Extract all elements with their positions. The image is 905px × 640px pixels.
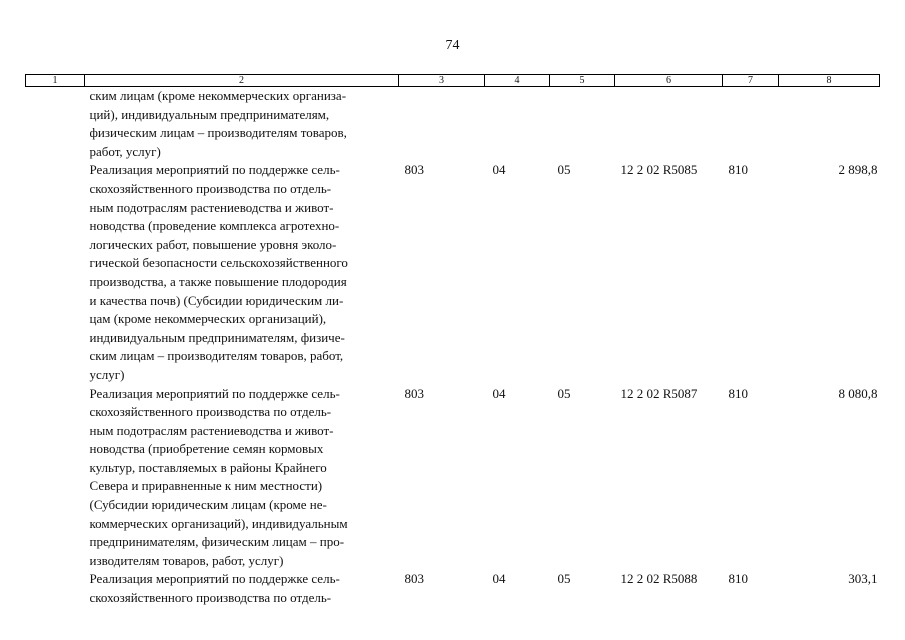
description-line: Реализация мероприятий по поддержке сель-: [89, 571, 340, 587]
header-col-1: 1: [26, 75, 85, 87]
description-line: предпринимателям, физическим лицам – про-: [89, 534, 345, 550]
header-col-2: 2: [85, 75, 399, 87]
subsection-code: 05: [557, 162, 571, 178]
description-line: ным подотраслям растениеводства и живот-: [89, 199, 334, 215]
amount: 2 898,8: [838, 162, 878, 178]
row-description: [26, 385, 399, 571]
header-col-8: 8: [779, 75, 880, 87]
amount: 8 080,8: [838, 385, 878, 401]
description-line: индивидуальным предпринимателям, физиче-: [89, 329, 345, 345]
section-code: 04: [492, 385, 506, 401]
header-col-6: 6: [615, 75, 723, 87]
header-row: [26, 75, 880, 87]
description-line: услуг): [89, 366, 125, 382]
amount: 303,1: [848, 571, 878, 587]
section-code: 04: [492, 571, 506, 587]
section-code: 04: [492, 162, 506, 178]
description-line: коммерческих организаций), индивидуальным: [89, 515, 348, 531]
description-line: гической безопасности сельскохозяйственного: [89, 255, 348, 271]
subsection-code: 05: [557, 385, 571, 401]
continuation-row: [26, 87, 880, 162]
subsection-code: 05: [557, 571, 571, 587]
description-line: новодства (проведение комплекса агротехно-: [89, 218, 340, 234]
header-col-5: 5: [550, 75, 615, 87]
target-article-code: 12 2 02 R5087: [620, 385, 698, 401]
description-line: Реализация мероприятий по поддержке сель-: [89, 385, 340, 401]
table-row: [26, 570, 880, 607]
ministry-code: 803: [404, 162, 424, 178]
description-line: скохозяйственного производства по отдель-: [89, 590, 332, 606]
description-line: новодства (приобретение семян кормовых: [89, 441, 324, 457]
header-col-3: 3: [399, 75, 485, 87]
description-line: физическим лицам – производителям товаров,: [89, 125, 347, 141]
description-line: скохозяйственного производства по отдель-: [89, 404, 332, 420]
page-number: 74: [445, 38, 460, 53]
description-line: ций), индивидуальным предпринимателям,: [89, 106, 330, 122]
table-row: [26, 385, 880, 571]
description-line: логических работ, повышение уровня эколо-: [89, 236, 337, 252]
description-line: скохозяйственного производства по отдель-: [89, 180, 332, 196]
ministry-code: 803: [404, 571, 424, 587]
row-description: [26, 570, 399, 607]
target-article-code: 12 2 02 R5085: [620, 162, 698, 178]
description-line: работ, услуг): [89, 143, 161, 159]
header-col-4: 4: [485, 75, 550, 87]
description-line: культур, поставляемых в районы Крайнего: [89, 459, 327, 475]
budget-table: [25, 74, 880, 608]
description-line: изводителям товаров, работ, услуг): [89, 552, 284, 568]
description-line: ским лицам (кроме некоммерческих организа-: [89, 88, 347, 103]
description-line: Севера и приравненные к ним местности): [89, 478, 323, 494]
description-line: ским лицам – производителям товаров, работ,: [89, 348, 344, 364]
expense-type-code: 810: [728, 162, 748, 178]
table-row: [26, 161, 880, 384]
expense-type-code: 810: [728, 571, 748, 587]
continuation-description: [26, 87, 399, 162]
target-article-code: 12 2 02 R5088: [620, 571, 698, 587]
row-description: [26, 161, 399, 384]
description-line: производства, а также повышение плодородия: [89, 273, 347, 289]
description-line: Реализация мероприятий по поддержке сель-: [89, 162, 340, 178]
expense-type-code: 810: [728, 385, 748, 401]
description-line: ным подотраслям растениеводства и живот-: [89, 422, 334, 438]
description-line: цам (кроме некоммерческих организаций),: [89, 311, 327, 327]
header-col-7: 7: [723, 75, 779, 87]
description-line: (Субсидии юридическим лицам (кроме не-: [89, 497, 327, 513]
ministry-code: 803: [404, 385, 424, 401]
description-line: и качества почв) (Субсидии юридическим ли-: [89, 292, 344, 308]
